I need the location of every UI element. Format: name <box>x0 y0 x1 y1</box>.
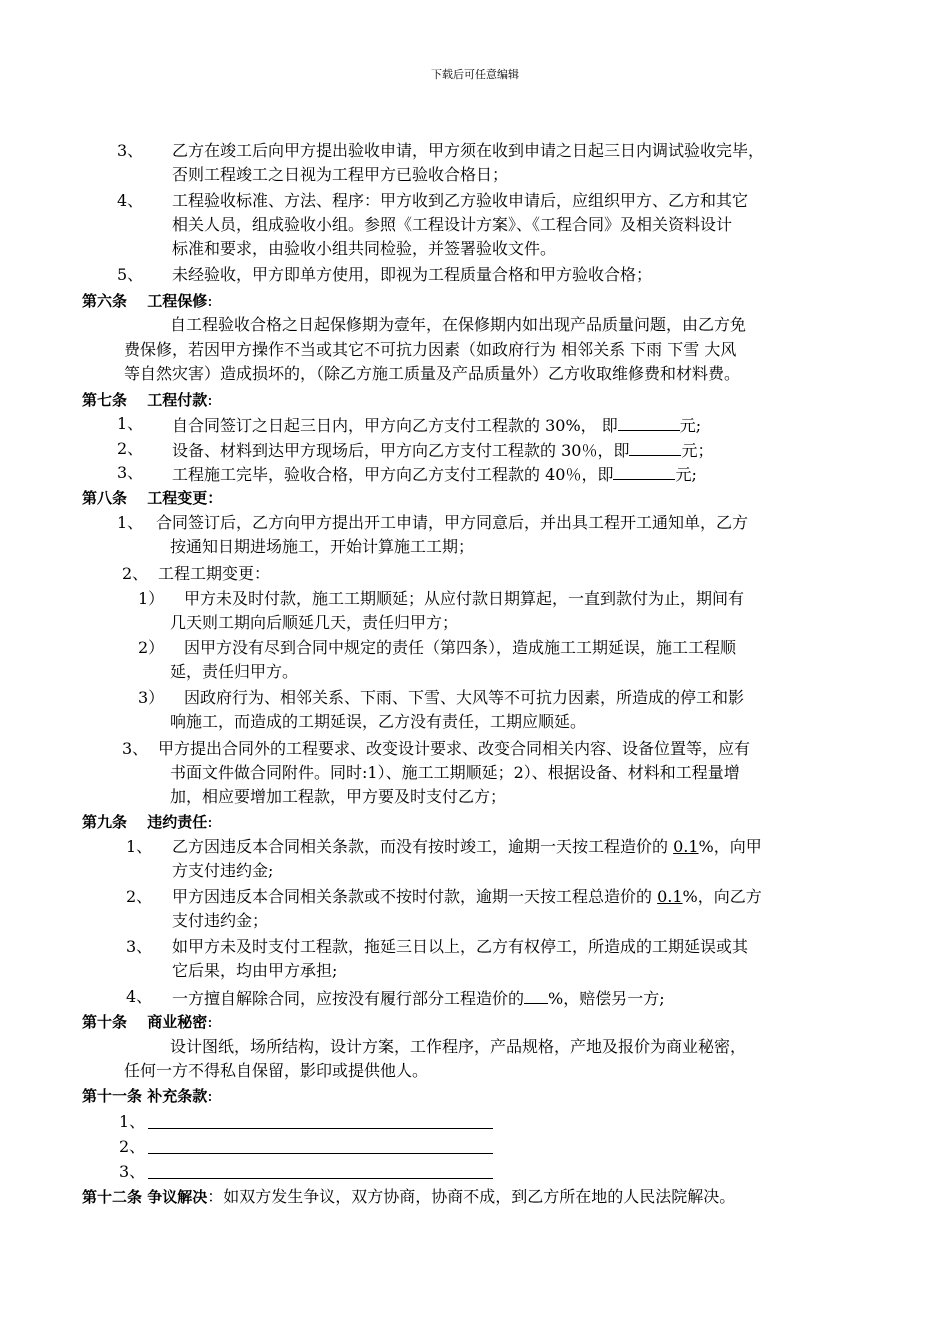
s11-blank3-num: 3、 <box>119 1162 146 1181</box>
s7-item3-num: 3、 <box>117 463 144 482</box>
s11-blank1-num: 1、 <box>119 1112 146 1131</box>
s8-item1-num: 1、 <box>117 513 144 532</box>
s5-item5-num: 5、 <box>117 265 144 284</box>
s6-title: 第六条 工程保修 <box>82 292 208 310</box>
s7-item3-text: 工程施工完毕，验收合格，甲方向乙方支付工程款的 40％，即 <box>172 465 614 484</box>
s9-item2-text: 甲方因违反本合同相关条款或不按时付款，逾期一天按工程总造价的 <box>172 887 658 906</box>
s9-item2-rate: 0.1 <box>657 887 683 906</box>
s8-item3-line2: 书面文件做合同附件。同时:1）、施工工期顺延；2）、根据设备、材料和工程量增 <box>170 763 740 782</box>
s6-para-line2: 费保修，若因甲方操作不当或其它不可抗力因素（如政府行为 相邻关系 下雨 下雪 大风 <box>124 340 737 359</box>
s9-item2-text-end: %，向乙方 <box>682 887 762 906</box>
s9-item2-num: 2、 <box>126 887 153 906</box>
s8-sub2-num: 2） <box>138 638 165 657</box>
s8-item3-line1: 甲方提出合同外的工程要求、改变设计要求、改变合同相关内容、设备位置等，应有 <box>158 739 751 758</box>
s11-blank3-line <box>148 1178 493 1179</box>
s9-item1-rate: 0.1 <box>673 837 699 856</box>
s9-item1-line1 <box>172 835 762 859</box>
s7-item1-unit: 元; <box>679 416 702 435</box>
s9-item2-line1 <box>172 885 762 909</box>
s5-item4-line2: 相关人员，组成验收小组。参照《工程设计方案》、《工程合同》及相关资料设计 <box>172 215 733 234</box>
s9-item4-percent-blank <box>524 985 548 1004</box>
s12-text: ：如双方发生争议，双方协商，协商不成，到乙方所在地的人民法院解决。 <box>207 1187 736 1206</box>
s11-colon: : <box>207 1086 213 1105</box>
s5-item3-num: 3、 <box>117 141 144 160</box>
s11-title: 第十一条 补充条款 <box>82 1087 208 1105</box>
s7-heading <box>82 388 213 412</box>
s9-item4-text-end: %，赔偿另一方; <box>548 989 665 1008</box>
s7-item3 <box>172 461 697 487</box>
s5-item4-num: 4、 <box>117 191 144 210</box>
s9-item1-num: 1、 <box>126 837 153 856</box>
s9-item4-line1 <box>172 985 665 1011</box>
page-header: 下载后可任意编辑 <box>431 68 519 81</box>
s7-item3-unit: 元; <box>675 465 697 484</box>
s8-item2-line1: 工程工期变更： <box>158 564 271 583</box>
s7-item2-unit: 元； <box>681 441 714 460</box>
s9-item1-text: 乙方因违反本合同相关条款，而没有按时竣工，逾期一天按工程造价的 <box>172 837 674 856</box>
s9-item1-text-end: %，向甲 <box>698 837 762 856</box>
s9-item1-line2: 方支付违约金; <box>172 861 274 880</box>
s11-blank2-line <box>148 1153 493 1154</box>
s8-item3-num: 3、 <box>122 739 149 758</box>
s9-item3-line1: 如甲方未及时支付工程款，拖延三日以上，乙方有权停工，所造成的工期延误或其 <box>172 937 749 956</box>
s9-heading <box>82 810 213 834</box>
s9-item3-num: 3、 <box>126 937 153 956</box>
s11-heading <box>82 1084 213 1108</box>
s8-heading: 第八条 工程变更： <box>82 489 223 507</box>
s10-heading <box>82 1010 213 1034</box>
s8-item3-line3: 加，相应要增加工程款，甲方要及时支付乙方； <box>170 787 507 806</box>
s8-sub1-line2: 几天则工期向后顺延几天，责任归甲方； <box>170 613 459 632</box>
s7-item2 <box>172 437 713 463</box>
s12-title: 第十二条 争议解决 <box>82 1188 208 1206</box>
s7-item1-amount-blank <box>618 412 680 431</box>
s9-item3-line2: 它后果，均由甲方承担; <box>172 961 338 980</box>
s11-blank2-num: 2、 <box>119 1137 146 1156</box>
s5-item3-line1: 乙方在竣工后向甲方提出验收申请，甲方须在收到申请之日起三日内调试验收完毕， <box>172 141 765 160</box>
s12-heading <box>82 1185 735 1209</box>
s8-sub3-num: 3） <box>138 688 165 707</box>
s8-sub2-line1: 因甲方没有尽到合同中规定的责任（第四条），造成施工工期延误，施工工程顺 <box>184 638 737 657</box>
s8-item1-line1: 合同签订后，乙方向甲方提出开工申请，甲方同意后，并出具工程开工通知单，乙方 <box>156 513 749 532</box>
s7-item1 <box>172 412 701 438</box>
s8-sub3-line1: 因政府行为、相邻关系、下雨、下雪、大风等不可抗力因素，所造成的停工和影 <box>184 688 745 707</box>
s9-colon: : <box>207 812 213 831</box>
s10-para-line2: 任何一方不得私自保留，影印或提供他人。 <box>124 1061 429 1080</box>
s10-title: 第十条 商业秘密 <box>82 1013 208 1031</box>
s11-blank1-line <box>148 1128 493 1129</box>
s5-item5-line1: 未经验收，甲方即单方使用，即视为工程质量合格和甲方验收合格； <box>172 265 653 284</box>
s9-item4-num: 4、 <box>126 987 153 1006</box>
s5-item4-line1: 工程验收标准、方法、程序：甲方收到乙方验收申请后，应组织甲方、乙方和其它 <box>172 191 749 210</box>
s8-sub1-line1: 甲方未及时付款，施工工期顺延；从应付款日期算起，一直到款付为止，期间有 <box>184 589 745 608</box>
s7-item2-text: 设备、材料到达甲方现场后，甲方向乙方支付工程款的 30％，即 <box>172 441 630 460</box>
s5-item4-line3: 标准和要求，由验收小组共同检验，并签署验收文件。 <box>172 239 557 258</box>
s6-heading <box>82 289 213 313</box>
s8-sub1-num: 1） <box>138 589 165 608</box>
s10-para-line1: 设计图纸，场所结构，设计方案，工作程序，产品规格，产地及报价为商业秘密， <box>170 1037 747 1056</box>
s8-item1-line2: 按通知日期进场施工，开始计算施工工期； <box>170 537 475 556</box>
s9-title: 第九条 违约责任 <box>82 813 208 831</box>
s5-item3-line2: 否则工程竣工之日视为工程甲方已验收合格日； <box>172 165 509 184</box>
s7-item1-num: 1、 <box>117 414 144 433</box>
s9-item2-line2: 支付违约金； <box>172 911 269 930</box>
s7-title: 第七条 工程付款 <box>82 391 208 409</box>
s7-colon: : <box>207 390 213 409</box>
s7-item2-amount-blank <box>629 437 681 456</box>
s7-item3-amount-blank <box>613 461 675 480</box>
s10-colon: : <box>207 1012 213 1031</box>
s6-para-line3: 等自然灾害）造成损坏的，（除乙方施工质量及产品质量外）乙方收取维修费和材料费。 <box>124 364 741 383</box>
s7-item1-text: 自合同签订之日起三日内，甲方向乙方支付工程款的 30%， 即 <box>172 416 618 435</box>
s6-para-line1: 自工程验收合格之日起保修期为壹年，在保修期内如出现产品质量问题，由乙方免 <box>170 315 747 334</box>
s9-item4-text: 一方擅自解除合同，应按没有履行部分工程造价的 <box>172 989 525 1008</box>
s6-colon: : <box>207 291 213 310</box>
s8-sub3-line2: 响施工，而造成的工期延误，乙方没有责任，工期应顺延。 <box>170 712 587 731</box>
s8-sub2-line2: 延，责任归甲方。 <box>170 662 299 681</box>
s8-item2-num: 2、 <box>122 564 149 583</box>
s7-item2-num: 2、 <box>117 439 144 458</box>
